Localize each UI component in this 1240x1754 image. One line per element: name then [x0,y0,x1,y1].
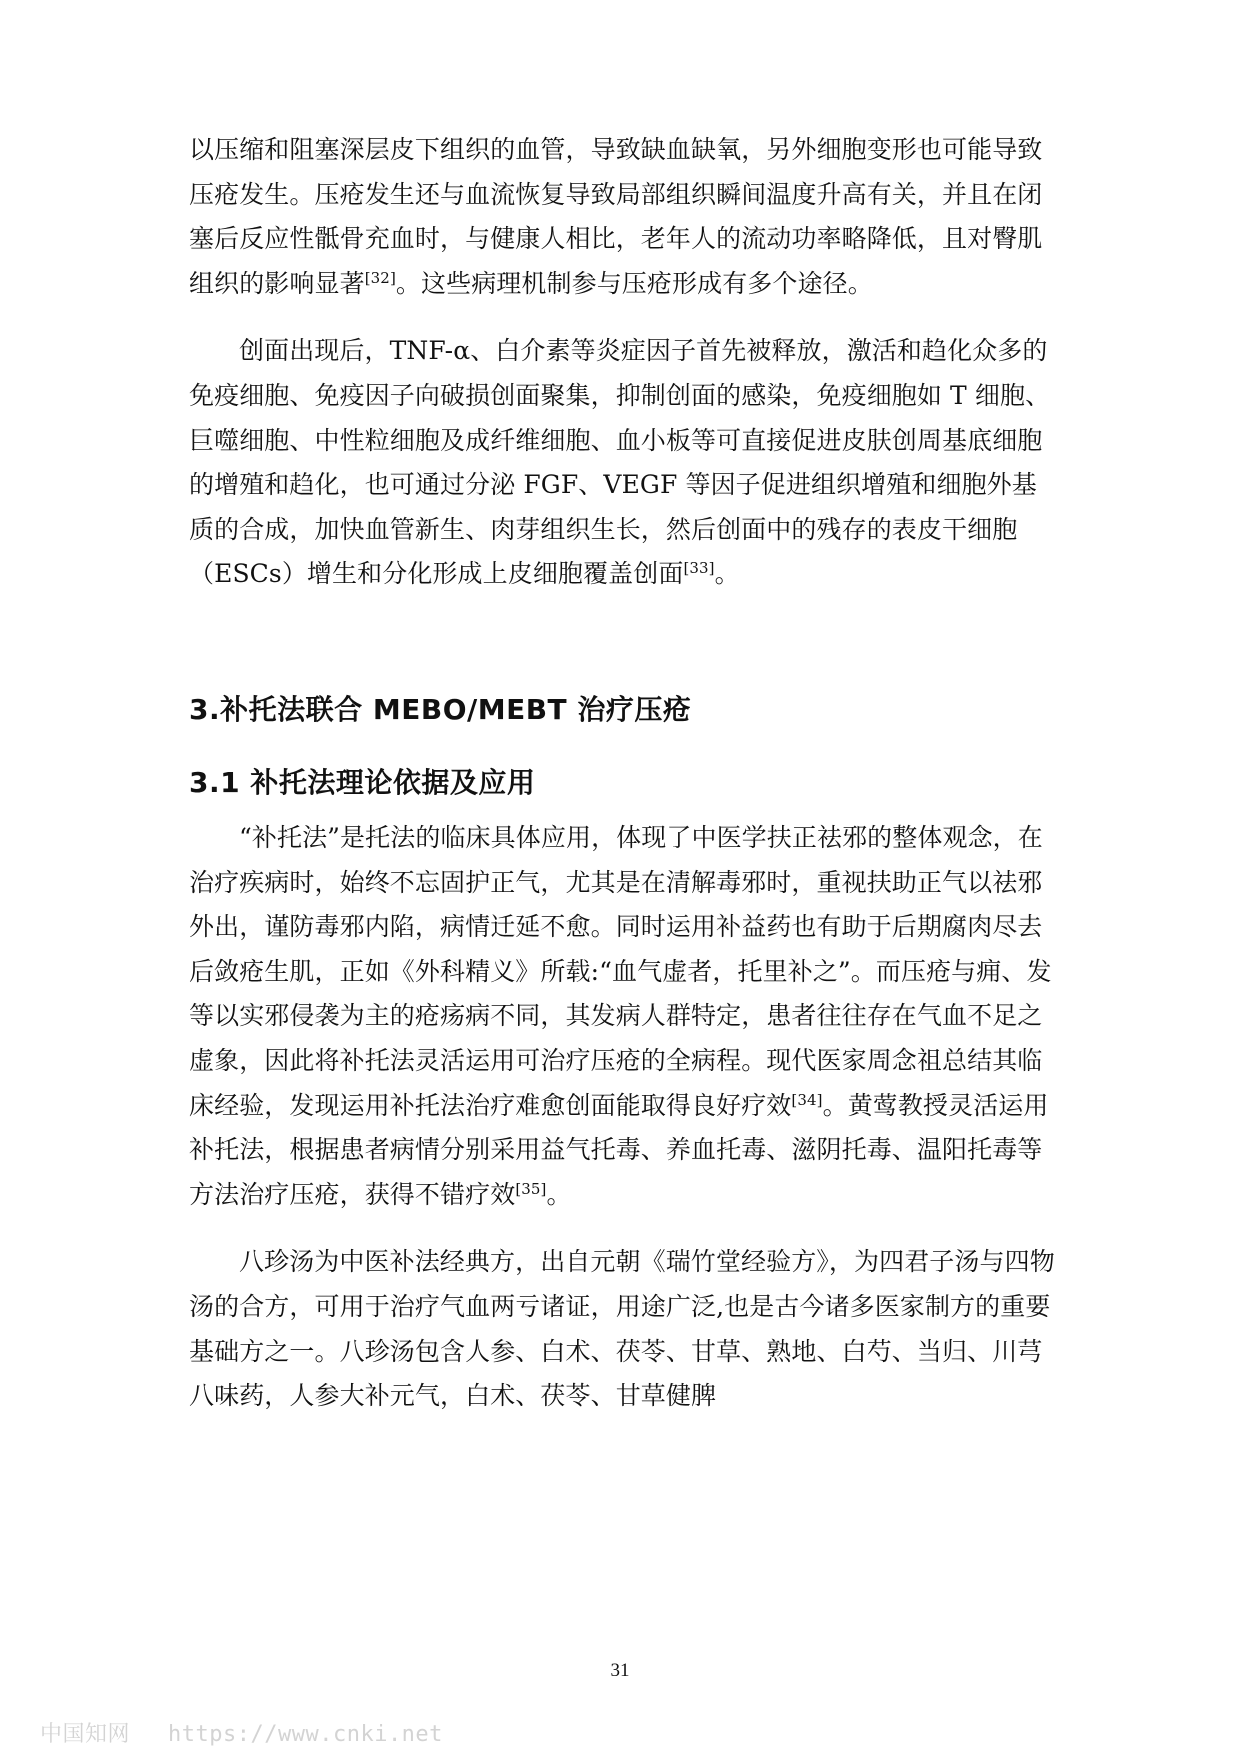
citation-ref: [34] [791,1090,823,1109]
subsection-heading: 3.1 补托法理论依据及应用 [189,766,536,799]
section-heading: 3.补托法联合 MEBO/MEBT 治疗压疮 [189,693,692,726]
paragraph-text: 以压缩和阻塞深层皮下组织的血管，导致缺血缺氧，另外细胞变形也可能导致压疮发生。压疮发生还与血流恢复导致局部组织瞬间温度升高有关，并且在闭塞后反应性骶骨充血时，与健康人相比，老年人的流动功率略降低，且对臀肌组织的影响显著 [189,135,1043,298]
page-number: 31 [610,1660,630,1681]
paragraph-bazhen-decoction [189,1240,1059,1418]
cnki-watermark [40,1717,443,1748]
watermark-brand: 中国知网 [40,1722,131,1747]
paragraph-text: 。 [714,559,740,589]
paragraph-butuo-method [189,816,1059,1217]
paragraph-text: 。 [546,1179,572,1209]
paragraph-text: 八珍汤为中医补法经典方，出自元朝《瑞竹堂经验方》，为四君子汤与四物汤的合方，可用于治疗气血两亏诸证，用途广泛,也是古今诸多医家制方的重要基础方之一。八珍汤包含人参、白术、茯苓、甘草、熟地、白芍、当归、川芎八味药，人参大补元气，白术、茯苓、甘草健脾 [189,1247,1055,1411]
citation-ref: [33] [683,559,715,578]
body-text-top [189,128,1059,597]
watermark-url: https://www.cnki.net [168,1722,443,1747]
citation-ref: [35] [515,1179,547,1198]
paragraph-wound-healing [189,329,1059,597]
paragraph-text: 。黄莺教授灵活运用补托法，根据患者病情分别采用益气托毒、养血托毒、滋阴托毒、温阳托毒等方法治疗压疮，获得不错疗效 [189,1090,1049,1209]
paragraph-text: 创面出现后，TNF-α、白介素等炎症因子首先被释放，激活和趋化众多的免疫细胞、免疫因子向破损创面聚集，抑制创面的感染，免疫细胞如 T 细胞、巨噬细胞、中性粒细胞及成纤维细胞、血小板等可直接促进皮肤创周基底细胞的增殖和趋化，也可通过分泌 FGF、VEGF 等因子促进组织增殖和细胞外基质的合成，加快血管新生、肉芽组织生长，然后创面中的残存的表皮干细胞（ESCs）增生和分化形成上皮细胞覆盖创面 [189,336,1051,589]
citation-ref: [32] [364,268,396,287]
body-text-bottom [189,816,1059,1419]
paragraph-pathology [189,128,1059,306]
paragraph-text: “补托法”是托法的临床具体应用，体现了中医学扶正祛邪的整体观念，在治疗疾病时，始终不忘固护正气，尤其是在清解毒邪时，重视扶助正气以祛邪外出，谨防毒邪内陷，病情迁延不愈。同时运用补益药也有助于后期腐肉尽去后敛疮生肌，正如《外科精义》所载:“血气虚者，托里补之”。而压疮与痈、发等以实邪侵袭为主的疮疡病不同，其发病人群特定，患者往往存在气血不足之虚象，因此将补托法灵活运用可治疗压疮的全病程。现代医家周念祖总结其临床经验，发现运用补托法治疗难愈创面能取得良好疗效 [189,823,1052,1120]
paragraph-text: 。这些病理机制参与压疮形成有多个途径。 [395,268,873,298]
